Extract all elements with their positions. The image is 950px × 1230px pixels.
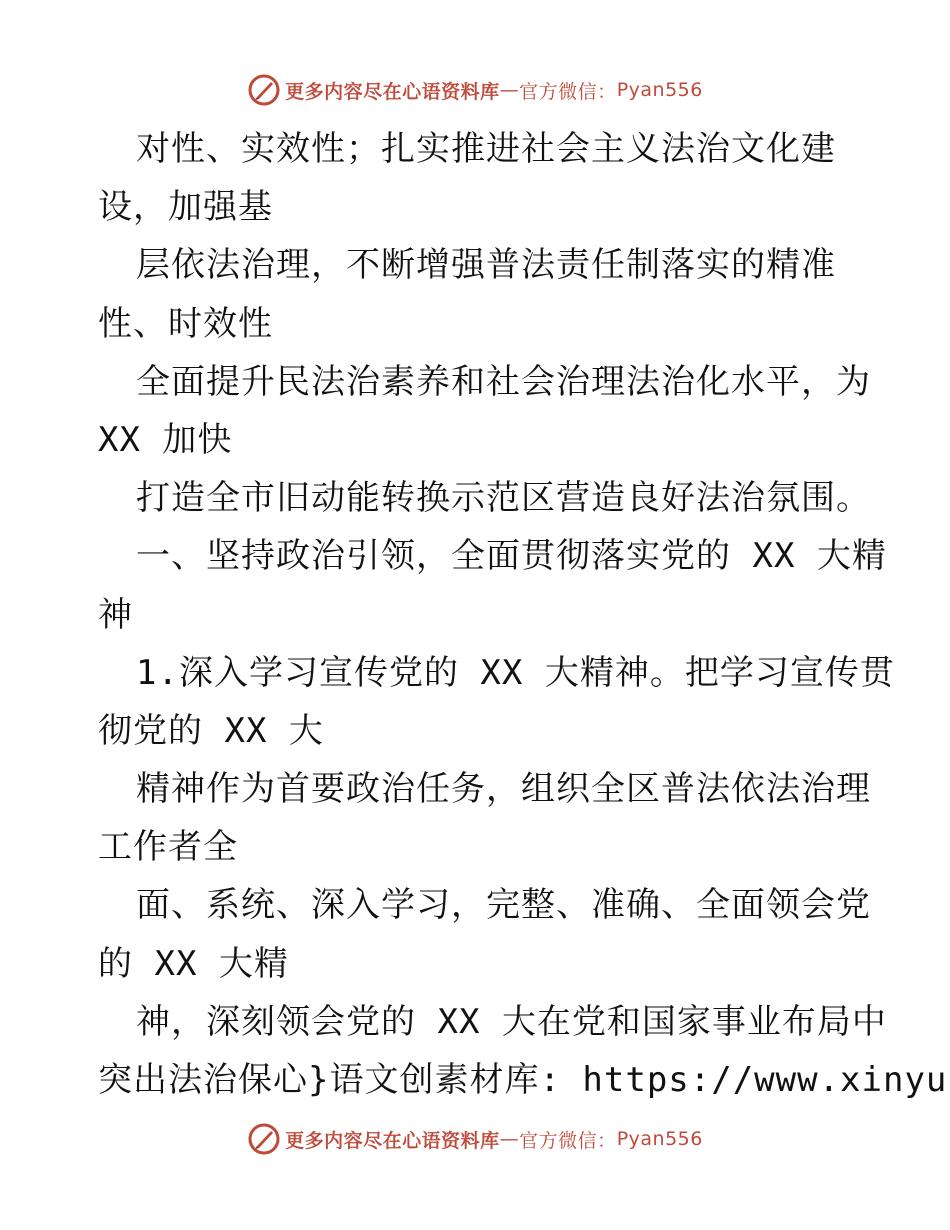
document-line: 彻党的 XX 大 (98, 710, 324, 751)
document-line: 全面提升民法治素养和社会治理法治化水平，为 (136, 361, 871, 402)
header-banner (0, 68, 950, 112)
document-line: 工作者全 (98, 827, 238, 868)
banner-brand-text: 更多内容尽在心语资料库 (285, 80, 500, 103)
quill-pen-logo-icon (247, 73, 281, 107)
banner-wechat-id: Pyan556 (616, 79, 703, 101)
document-line: 神 (98, 594, 133, 635)
banner-wechat-id: Pyan556 (616, 1128, 703, 1150)
document-line: 的 XX 大精 (98, 943, 289, 984)
document-line: 打造全市旧动能转换示范区营造良好法治氛围。 (136, 478, 871, 519)
document-line: 突出法治保心}语文创素材库: https://www.xinyu (98, 1060, 948, 1100)
document-body (98, 120, 948, 1109)
banner-wechat-label: 官方微信： (519, 1129, 617, 1152)
document-line: 层依法治理，不断增强普法责任制落实的精准 (136, 245, 836, 286)
footer-banner (0, 1117, 950, 1161)
banner-wechat-label: 官方微信： (519, 80, 617, 103)
document-line: 性、时效性 (98, 303, 273, 344)
banner-dash: — (499, 79, 520, 101)
document-line: 对性、实效性；扎实推进社会主义法治文化建 (136, 129, 836, 169)
document-line: 一、坚持政治引领，全面贯彻落实党的 XX 大精 (136, 536, 887, 577)
document-line: 面、系统、深入学习，完整、准确、全面领会党 (136, 885, 871, 926)
document-line: 精神作为首要政治任务，组织全区普法依法治理 (136, 769, 871, 810)
banner-dash: — (499, 1128, 520, 1150)
document-line: 1.深入学习宣传党的 XX 大精神。把学习宣传贯 (136, 652, 895, 693)
banner-brand-text: 更多内容尽在心语资料库 (285, 1129, 500, 1152)
document-line: XX 加快 (98, 419, 233, 460)
quill-pen-logo-icon (247, 1122, 281, 1156)
document-line: 设，加强基 (98, 187, 273, 228)
document-line: 神，深刻领会党的 XX 大在党和国家事业布局中 (136, 1001, 887, 1042)
